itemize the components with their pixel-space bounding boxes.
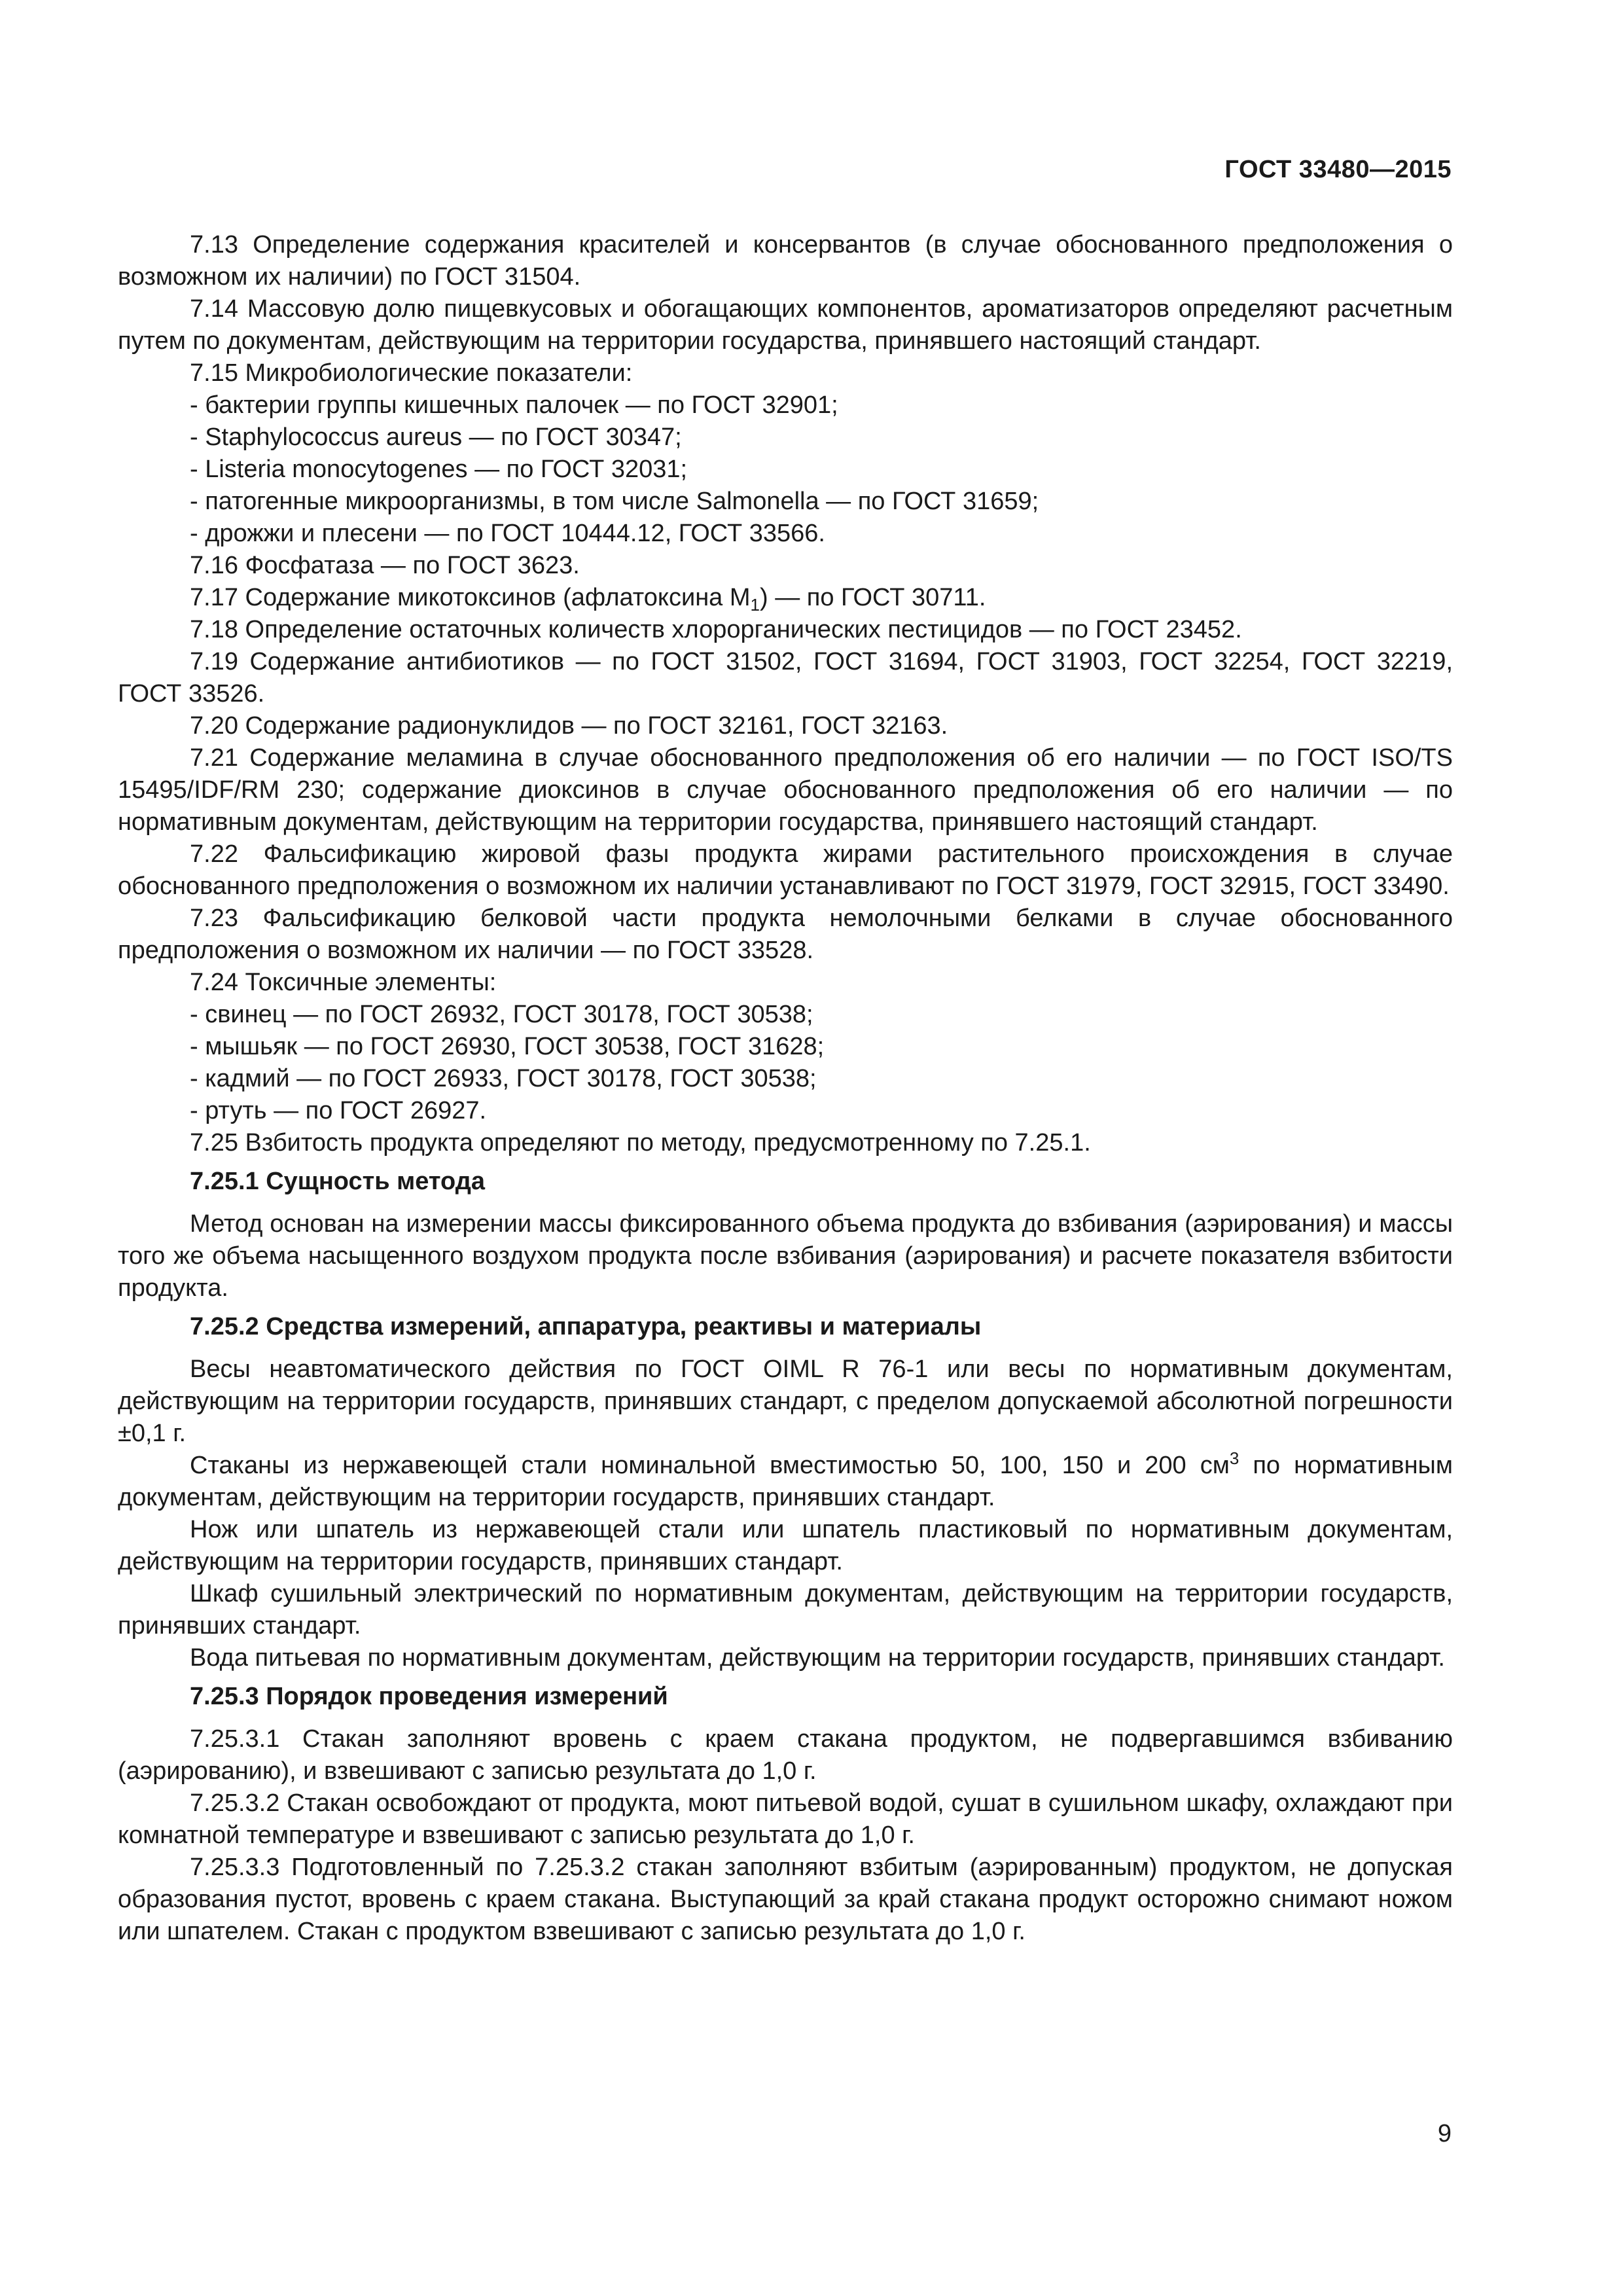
- paragraph-knife: Нож или шпатель из нержавеющей стали или шпатель пластиковый по нормативным документам, действующим на территории государств, принявших стандарт.: [118, 1516, 1453, 1575]
- paragraph-7-23: 7.23 Фальсификацию белковой части продукта немолочными белками в случае обоснованного предположения о возможном их наличии — по ГОСТ 33528.: [118, 905, 1453, 964]
- list-item: - бактерии группы кишечных палочек — по ГОСТ 32901;: [190, 391, 838, 419]
- paragraph-7-19: 7.19 Содержание антибиотиков — по ГОСТ 31502, ГОСТ 31694, ГОСТ 31903, ГОСТ 32254, ГОСТ 32219, ГОСТ 33526.: [118, 648, 1453, 708]
- paragraph-7-20: 7.20 Содержание радионуклидов — по ГОСТ 32161, ГОСТ 32163.: [190, 712, 948, 740]
- paragraph-7-14: 7.14 Массовую долю пищевкусовых и обогащающих компонентов, ароматизаторов определяют расчетным путем по документам, действующим на территории государства, принявшего настоящий стандарт.: [118, 295, 1453, 355]
- paragraph-7-16: 7.16 Фосфатаза — по ГОСТ 3623.: [190, 552, 580, 579]
- list-item: - ртуть — по ГОСТ 26927.: [190, 1097, 487, 1124]
- list-item: - патогенные микроорганизмы, в том числе Salmonella — по ГОСТ 31659;: [190, 488, 1039, 515]
- paragraph-water: Вода питьевая по нормативным документам, действующим на территории государств, принявших стандарт.: [190, 1644, 1445, 1672]
- paragraph-7-22: 7.22 Фальсификацию жировой фазы продукта жирами растительного происхождения в случае обоснованного предположения о возможном их наличии устанавливают по ГОСТ 31979, ГОСТ 32915, ГОСТ 33490.: [118, 840, 1453, 900]
- paragraph-oven: Шкаф сушильный электрический по нормативным документам, действующим на территории государств, принявших стандарт.: [118, 1580, 1453, 1640]
- paragraph-7-15: 7.15 Микробиологические показатели:: [190, 359, 633, 387]
- list-item: - мышьяк — по ГОСТ 26930, ГОСТ 30538, ГОСТ 31628;: [190, 1033, 825, 1060]
- section-heading-7-25-2: 7.25.2 Средства измерений, аппаратура, реактивы и материалы: [190, 1313, 982, 1340]
- document-body: [118, 229, 1453, 1948]
- list-item: - Listeria monocytogenes — по ГОСТ 32031;: [190, 456, 688, 483]
- list-item: - свинец — по ГОСТ 26932, ГОСТ 30178, ГОСТ 30538;: [190, 1001, 813, 1028]
- list-item: - кадмий — по ГОСТ 26933, ГОСТ 30178, ГОСТ 30538;: [190, 1065, 817, 1092]
- paragraph-7-17-text: 7.17 Содержание микотоксинов (афлатоксина M: [190, 584, 751, 611]
- paragraph-7-24: 7.24 Токсичные элементы:: [190, 969, 497, 996]
- paragraph-7-18: 7.18 Определение остаточных количеств хлорорганических пестицидов — по ГОСТ 23452.: [190, 616, 1242, 643]
- paragraph-7-13: 7.13 Определение содержания красителей и консервантов (в случае обоснованного предположения о возможном их наличии) по ГОСТ 31504.: [118, 231, 1453, 291]
- paragraph-glasses: [118, 1450, 1453, 1514]
- paragraph-7-21: 7.21 Содержание меламина в случае обоснованного предположения об его наличии — по ГОСТ ISO/TS 15495/IDF/RM 230; содержание диоксинов в случае обоснованного предположения об его наличии — по нормативным документам, действующим на территории государства, принявшего настоящий стандарт.: [118, 744, 1453, 836]
- list-item: - дрожжи и плесени — по ГОСТ 10444.12, ГОСТ 33566.: [190, 520, 825, 547]
- section-heading-7-25-3: 7.25.3 Порядок проведения измерений: [190, 1683, 668, 1710]
- paragraph-glasses-text-end: по нормативным документам, действующим на территории государств, принявших стандарт.: [118, 1452, 1453, 1511]
- paragraph-7-25: 7.25 Взбитость продукта определяют по методу, предусмотренному по 7.25.1.: [190, 1129, 1091, 1157]
- page-number: 9: [1437, 2120, 1452, 2147]
- paragraph-7-25-1: Метод основан на измерении массы фиксированного объема продукта до взбивания (аэрирования) и массы того же объема насыщенного воздухом продукта после взбивания (аэрирования) и расчете показателя взбитости продукта.: [118, 1210, 1453, 1302]
- paragraph-glasses-text: Стаканы из нержавеющей стали номинальной вместимостью 50, 100, 150 и 200 см: [190, 1452, 1230, 1479]
- document-id-header: ГОСТ 33480—2015: [1224, 156, 1452, 183]
- list-item: - Staphylococcus aureus — по ГОСТ 30347;: [190, 423, 682, 451]
- paragraph-7-17: [118, 582, 1453, 614]
- paragraph-7-25-3-2: 7.25.3.2 Стакан освобождают от продукта, моют питьевой водой, сушат в сушильном шкафу, охлаждают при комнатной температуре и взвешивают с записью результата до 1,0 г.: [118, 1789, 1453, 1849]
- superscript: 3: [1229, 1448, 1240, 1468]
- paragraph-7-25-3-3: 7.25.3.3 Подготовленный по 7.25.3.2 стакан заполняют взбитым (аэрированным) продуктом, не допуская образования пустот, вровень с краем стакана. Выступающий за край стакана продукт осторожно снимают ножом или шпателем. Стакан с продуктом взвешивают с записью результата до 1,0 г.: [118, 1854, 1453, 1945]
- subscript: 1: [750, 595, 760, 615]
- section-heading-7-25-1: 7.25.1 Сущность метода: [190, 1168, 485, 1195]
- paragraph-7-17-text-end: ) — по ГОСТ 30711.: [760, 584, 986, 611]
- paragraph-scales: Весы неавтоматического действия по ГОСТ OIML R 76-1 или весы по нормативным документам, действующим на территории государств, принявших стандарт, с пределом допускаемой абсолютной погрешности ±0,1 г.: [118, 1355, 1453, 1447]
- paragraph-7-25-3-1: 7.25.3.1 Стакан заполняют вровень с краем стакана продуктом, не подвергавшимся взбиванию (аэрированию), и взвешивают с записью результата до 1,0 г.: [118, 1725, 1453, 1785]
